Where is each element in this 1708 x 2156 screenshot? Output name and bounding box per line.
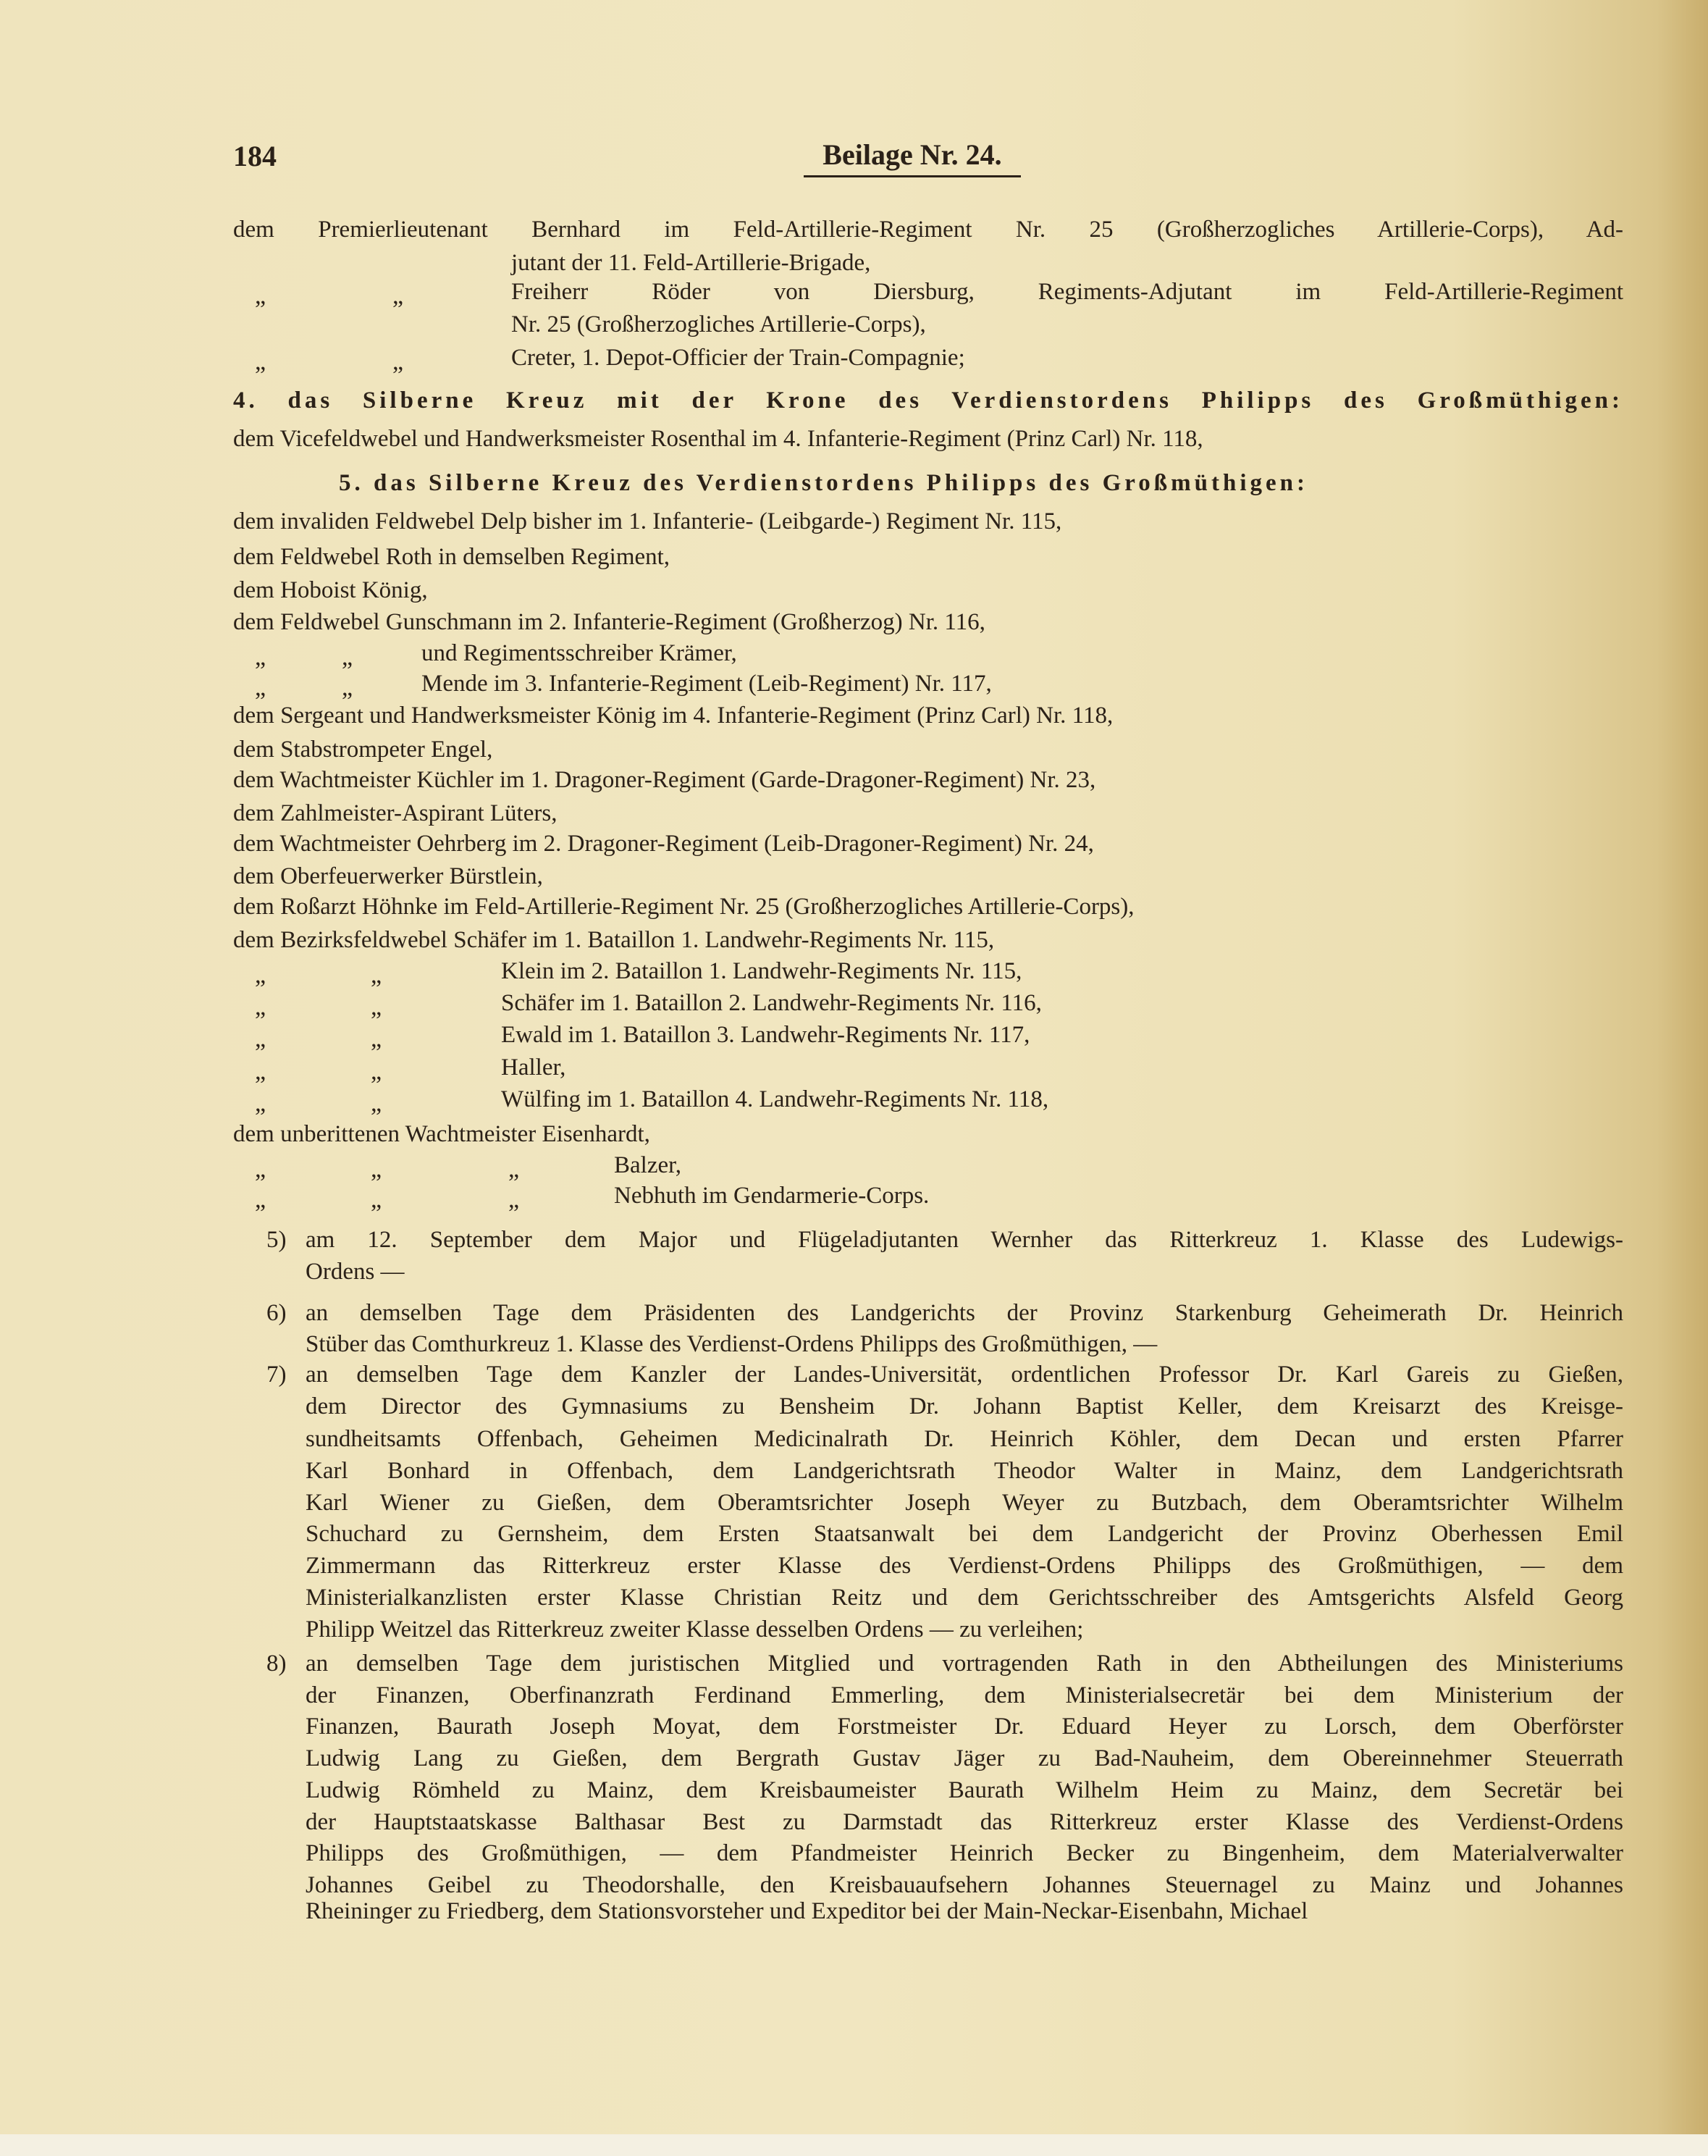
- line-text: an demselben Tage dem Kanzler der Landes-Universität, ordentlichen Professor Dr. Karl Gareis zu Gießen,: [306, 1362, 1623, 1388]
- text-line: [233, 247, 1623, 279]
- line-text: Nebhuth im Gendarmerie-Corps.: [614, 1183, 930, 1209]
- line-text: der Hauptstaatskasse Balthasar Best zu Darmstadt das Ritterkreuz erster Klasse des Verdienst-Ordens: [306, 1809, 1623, 1835]
- text-line: [233, 828, 1623, 860]
- text-line: [233, 541, 1623, 573]
- line-text: Finanzen, Baurath Joseph Moyat, dem Forstmeister Dr. Eduard Heyer zu Lorsch, dem Oberförster: [306, 1714, 1623, 1740]
- ditto-mark: „: [342, 674, 353, 701]
- line-text: dem Director des Gymnasiums zu Bensheim Dr. Johann Baptist Keller, dem Kreisarzt des Kreisge-: [306, 1393, 1623, 1419]
- text-line: [233, 1679, 1623, 1711]
- text-line: [233, 1487, 1623, 1519]
- line-text: dem Roßarzt Höhnke im Feld-Artillerie-Regiment Nr. 25 (Großherzogliches Artillerie-Corps),: [233, 894, 1135, 920]
- line-text: Ministerialkanzlisten erster Klasse Christian Reitz und dem Gerichtsschreiber des Amtsgerichts Alsfeld Georg: [306, 1585, 1623, 1611]
- line-text: dem Oberfeuerwerker Bürstlein,: [233, 863, 543, 889]
- line-text: Mende im 3. Infanterie-Regiment (Leib-Regiment) Nr. 117,: [421, 671, 992, 697]
- ditto-mark: „: [508, 1186, 520, 1213]
- line-text: Klein im 2. Bataillon 1. Landwehr-Regiments Nr. 115,: [501, 958, 1022, 984]
- line-text: dem Hoboist König,: [233, 577, 428, 603]
- ditto-mark: „: [255, 1025, 266, 1052]
- text-line: [233, 955, 1623, 987]
- ditto-mark: „: [371, 994, 382, 1020]
- text-line: [233, 924, 1623, 956]
- line-text: dem Sergeant und Handwerksmeister König im 4. Infanterie-Regiment (Prinz Carl) Nr. 118,: [233, 702, 1114, 729]
- line-text: Rheininger zu Friedberg, dem Stationsvorsteher und Expeditor bei der Main-Neckar-Eisenbahn, Michael: [306, 1898, 1308, 1924]
- line-text: am 12. September dem Major und Flügeladjutanten Wernher das Ritterkreuz 1. Klasse des Ludewigs-: [306, 1227, 1623, 1253]
- text-line: [233, 574, 1623, 606]
- text-line: [233, 1614, 1623, 1645]
- ditto-mark: „: [255, 1090, 266, 1117]
- page-number: 184: [233, 140, 277, 172]
- ditto-mark: „: [371, 1090, 382, 1117]
- text-line: [233, 1149, 1623, 1181]
- text-line: [233, 1837, 1623, 1869]
- line-text: Freiherr Röder von Diersburg, Regiments-Adjutant im Feld-Artillerie-Regiment: [511, 279, 1623, 305]
- line-text: an demselben Tage dem juristischen Mitglied und vortragenden Rath in den Abtheilungen des Ministeriums: [306, 1650, 1623, 1677]
- ditto-mark: „: [371, 962, 382, 989]
- text-line: [233, 1518, 1623, 1550]
- text-line: [233, 1256, 1623, 1288]
- ditto-mark: „: [255, 962, 266, 989]
- text-line: [233, 1582, 1623, 1614]
- text-line: [233, 342, 1623, 374]
- line-text: Ludwig Lang zu Gießen, dem Bergrath Gustav Jäger zu Bad-Nauheim, dem Obereinnehmer Steuerrath: [306, 1745, 1623, 1771]
- ditto-mark: „: [255, 674, 266, 701]
- text-line: [233, 1297, 1623, 1329]
- line-text: dem Wachtmeister Oehrberg im 2. Dragoner-Regiment (Leib-Dragoner-Regiment) Nr. 24,: [233, 831, 1094, 857]
- line-text: Philipp Weitzel das Ritterkreuz zweiter Klasse desselben Ordens — zu verleihen;: [306, 1616, 1084, 1643]
- line-text: Schäfer im 1. Bataillon 2. Landwehr-Regiments Nr. 116,: [501, 990, 1042, 1016]
- text-line: [233, 734, 1623, 765]
- line-text: Balzer,: [614, 1152, 682, 1178]
- paragraph-number: 5): [266, 1227, 287, 1253]
- line-text: Creter, 1. Depot-Officier der Train-Compagnie;: [511, 345, 965, 371]
- ditto-mark: „: [392, 348, 404, 375]
- line-text: Stüber das Comthurkreuz 1. Klasse des Verdienst-Ordens Philipps des Großmüthigen, —: [306, 1331, 1158, 1357]
- line-text: dem Stabstrompeter Engel,: [233, 737, 493, 763]
- line-text: an demselben Tage dem Präsidenten des Landgerichts der Provinz Starkenburg Geheimerath Dr. Heinrich: [306, 1300, 1623, 1326]
- text-line: [233, 606, 1623, 638]
- line-text: Ordens —: [306, 1259, 405, 1285]
- text-line: [233, 891, 1623, 923]
- line-text: Haller,: [501, 1054, 566, 1081]
- line-text: dem Bezirksfeldwebel Schäfer im 1. Bataillon 1. Landwehr-Regiments Nr. 115,: [233, 927, 995, 953]
- ditto-mark: „: [255, 994, 266, 1020]
- line-text: dem Feldwebel Roth in demselben Regiment,: [233, 544, 670, 570]
- text-line: [233, 1224, 1623, 1256]
- text-line: [233, 764, 1623, 796]
- line-text: Schuchard zu Gernsheim, dem Ersten Staatsanwalt bei dem Landgericht der Provinz Oberhessen Emil: [306, 1521, 1623, 1547]
- text-line: [233, 1423, 1623, 1455]
- text-line: [233, 1774, 1623, 1806]
- ditto-mark: „: [371, 1025, 382, 1052]
- text-line: [233, 1711, 1623, 1742]
- line-text: 5. das Silberne Kreuz des Verdienstordens Philipps des Großmüthigen:: [339, 470, 1309, 496]
- ditto-mark: „: [371, 1156, 382, 1183]
- text-line: [233, 1359, 1623, 1391]
- line-text: 4. das Silberne Kreuz mit der Krone des Verdienstordens Philipps des Großmüthigen:: [233, 387, 1623, 414]
- line-text: Johannes Geibel zu Theodorshalle, den Kreisbauaufsehern Johannes Steuernagel zu Mainz und Johannes: [306, 1872, 1623, 1898]
- text-line: [233, 1052, 1623, 1083]
- text-line: [233, 1455, 1623, 1487]
- text-line: [233, 1118, 1623, 1150]
- text-line: [233, 1083, 1623, 1115]
- section-heading: [233, 467, 1623, 499]
- text-line: [233, 797, 1623, 829]
- ditto-mark: „: [255, 1058, 266, 1085]
- line-text: Ewald im 1. Bataillon 3. Landwehr-Regiments Nr. 117,: [501, 1022, 1030, 1048]
- line-text: Karl Bonhard in Offenbach, dem Landgerichtsrath Theodor Walter in Mainz, dem Landgerichtsrath: [306, 1458, 1623, 1484]
- paragraph-number: 8): [266, 1650, 287, 1677]
- line-text: Zimmermann das Ritterkreuz erster Klasse des Verdienst-Ordens Philipps des Großmüthigen, — dem: [306, 1553, 1623, 1579]
- ditto-mark: „: [371, 1186, 382, 1213]
- text-line: [233, 668, 1623, 700]
- text-line: [233, 276, 1623, 308]
- text-line: [233, 214, 1623, 246]
- text-line: [233, 987, 1623, 1019]
- text-line: [233, 506, 1623, 537]
- page-bottom-edge: [0, 2134, 1708, 2156]
- text-line: [233, 423, 1623, 455]
- paragraph-number: 7): [266, 1362, 287, 1388]
- line-text: der Finanzen, Oberfinanzrath Ferdinand Emmerling, dem Ministerialsecretär bei dem Ministerium der: [306, 1682, 1623, 1708]
- line-text: Nr. 25 (Großherzogliches Artillerie-Corps),: [511, 311, 926, 337]
- text-line: [233, 1895, 1623, 1927]
- text-line: [233, 637, 1623, 669]
- ditto-mark: „: [255, 644, 266, 671]
- line-text: sundheitsamts Offenbach, Geheimen Medicinalrath Dr. Heinrich Köhler, dem Decan und ersten Pfarrer: [306, 1426, 1623, 1452]
- ditto-mark: „: [255, 282, 266, 309]
- ditto-mark: „: [392, 282, 404, 309]
- text-line: [233, 860, 1623, 892]
- running-title: Beilage Nr. 24.: [823, 138, 1002, 171]
- text-line: [233, 1806, 1623, 1838]
- line-text: Karl Wiener zu Gießen, dem Oberamtsrichter Joseph Weyer zu Butzbach, dem Oberamtsrichter Wilhelm: [306, 1490, 1623, 1516]
- line-text: dem Wachtmeister Küchler im 1. Dragoner-Regiment (Garde-Dragoner-Regiment) Nr. 23,: [233, 767, 1096, 793]
- ditto-mark: „: [508, 1156, 520, 1183]
- title-underline: [804, 175, 1021, 177]
- text-line: [233, 309, 1623, 340]
- line-text: Philipps des Großmüthigen, — dem Pfandmeister Heinrich Becker zu Bingenheim, dem Materialverwalter: [306, 1840, 1623, 1866]
- paragraph-number: 6): [266, 1300, 287, 1326]
- line-text: Ludwig Römheld zu Mainz, dem Kreisbaumeister Baurath Wilhelm Heim zu Mainz, dem Secretär bei: [306, 1777, 1623, 1803]
- line-text: dem Zahlmeister-Aspirant Lüters,: [233, 800, 558, 826]
- ditto-mark: „: [255, 1186, 266, 1213]
- line-text: dem unberittenen Wachtmeister Eisenhardt,: [233, 1121, 650, 1147]
- ditto-mark: „: [255, 348, 266, 375]
- line-text: dem Vicefeldwebel und Handwerksmeister Rosenthal im 4. Infanterie-Regiment (Prinz Carl) Nr. 118,: [233, 426, 1203, 452]
- text-line: [233, 1328, 1623, 1360]
- text-line: [233, 1391, 1623, 1422]
- line-text: dem Premierlieutenant Bernhard im Feld-Artillerie-Regiment Nr. 25 (Großherzogliches Artillerie-Corps), Ad-: [233, 217, 1623, 243]
- text-line: [233, 1180, 1623, 1212]
- text-line: [233, 1648, 1623, 1679]
- line-text: dem invaliden Feldwebel Delp bisher im 1. Infanterie- (Leibgarde-) Regiment Nr. 115,: [233, 508, 1062, 534]
- text-line: [233, 1550, 1623, 1582]
- text-line: [233, 700, 1623, 731]
- ditto-mark: „: [255, 1156, 266, 1183]
- line-text: dem Feldwebel Gunschmann im 2. Infanterie-Regiment (Großherzog) Nr. 116,: [233, 609, 985, 635]
- section-heading: [233, 385, 1623, 416]
- line-text: Wülfing im 1. Bataillon 4. Landwehr-Regiments Nr. 118,: [501, 1086, 1049, 1112]
- text-line: [233, 1742, 1623, 1774]
- line-text: und Regimentsschreiber Krämer,: [421, 640, 737, 666]
- line-text: jutant der 11. Feld-Artillerie-Brigade,: [511, 250, 871, 276]
- ditto-mark: „: [371, 1058, 382, 1085]
- text-line: [233, 1019, 1623, 1051]
- ditto-mark: „: [342, 644, 353, 671]
